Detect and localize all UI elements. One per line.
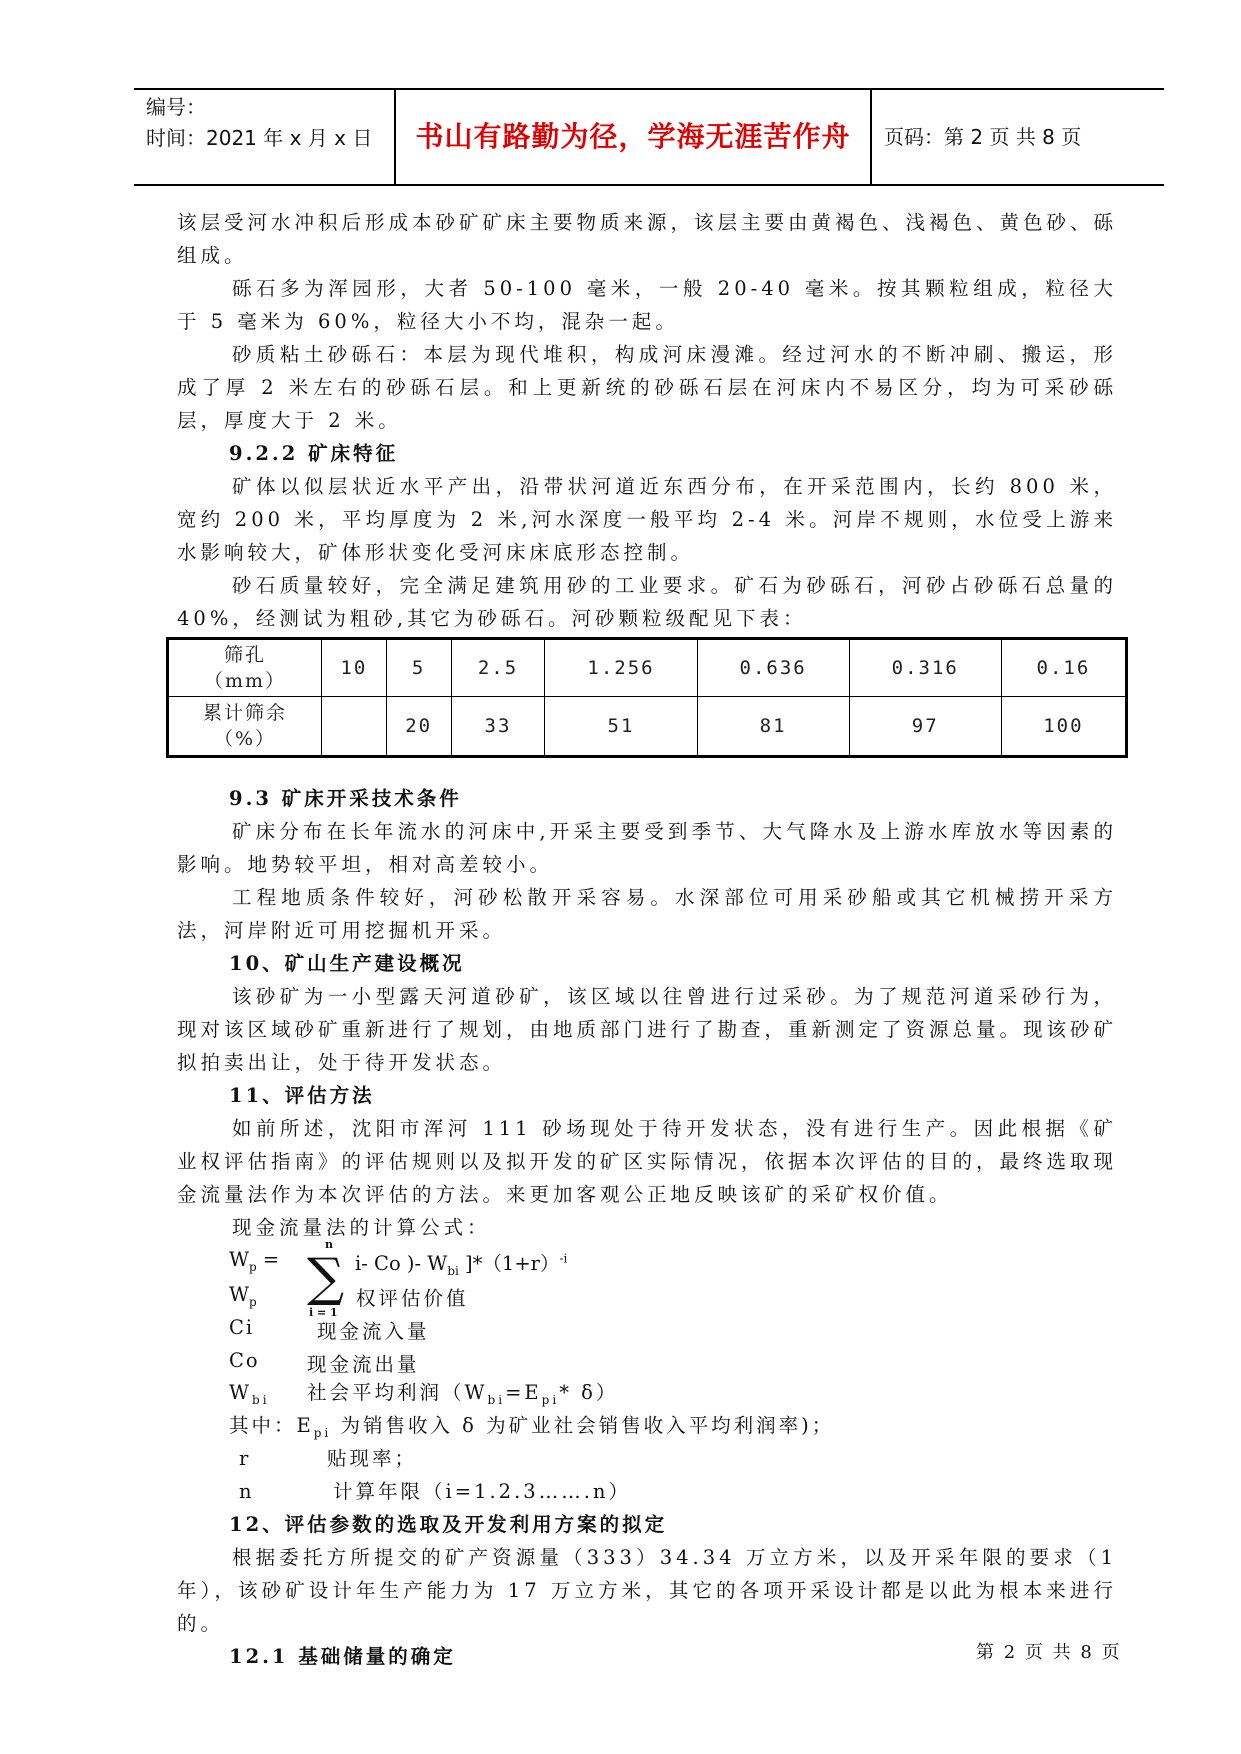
def-r-symbol: r bbox=[239, 1447, 252, 1470]
table-cell: 0.316 bbox=[849, 639, 1001, 697]
row-header-unit: （mm） bbox=[203, 670, 287, 692]
formula-definitions bbox=[177, 1376, 1117, 1508]
def-co-symbol: Co bbox=[229, 1349, 260, 1372]
row-header-text: 累计筛余 bbox=[202, 702, 287, 724]
paragraph: 该砂矿为一小型露天河道砂矿，该区域以往曾进行过采砂。为了规范河道采砂行为，现对该区域砂矿重新进行了规划，由地质部门进行了勘查，重新测定了资源总量。现该砂矿拟拍卖出让，处于待开发状态。 bbox=[177, 985, 1118, 1074]
def-wp-symbol: $W_p$ bbox=[229, 1283, 257, 1309]
table-cell: 20 bbox=[386, 697, 451, 757]
sigma-lower-limit: i = 1 bbox=[309, 1306, 338, 1319]
paragraph: 该层受河水冲积后形成本砂矿矿床主要物质来源，该层主要由黄褐色、浅褐色、黄色砂、砾组成。 bbox=[177, 211, 1118, 267]
def-n-text: 计算年限（i=1.2.3…….n） bbox=[333, 1480, 631, 1503]
def-wp-text: 权评估价值 bbox=[356, 1287, 469, 1310]
sigma-symbol: ∑ bbox=[307, 1248, 345, 1308]
table-cell: 0.636 bbox=[697, 639, 849, 697]
table-cell: 0.16 bbox=[1001, 639, 1126, 697]
table-cell: 1.256 bbox=[545, 639, 697, 697]
sigma-upper-limit: n bbox=[325, 1238, 333, 1251]
table-cell: 100 bbox=[1001, 697, 1126, 757]
def-n-symbol: n bbox=[239, 1480, 255, 1503]
formula-expression: i- Co )- $W_{bi}$ ]$*(1+r)^{-i}$ bbox=[355, 1251, 568, 1278]
table-cell: 33 bbox=[451, 697, 545, 757]
table-cell: 5 bbox=[386, 639, 451, 697]
definition-row bbox=[177, 1442, 1117, 1475]
def-wbi-symbol: $W_{bi}$ bbox=[229, 1381, 270, 1407]
paragraph: 砂石质量较好，完全满足建筑用砂的工业要求。矿石为砂砾石，河砂占砂砾石总量的 40%，经测试为粗砂,其它为砂砾石。河砂颗粒级配见下表： bbox=[177, 574, 1117, 630]
document-number-label: 编号： bbox=[146, 95, 206, 119]
section-heading: 12、评估参数的选取及开发利用方案的拟定 bbox=[229, 1513, 668, 1536]
page-header bbox=[134, 88, 1164, 186]
formula-lhs: $W_p$ = bbox=[229, 1248, 280, 1274]
header-motto-cell bbox=[396, 90, 872, 184]
table-cell: 2.5 bbox=[451, 639, 545, 697]
header-motto: 书山有路勤为径，学海无涯苦作舟 bbox=[415, 120, 851, 153]
definition-row bbox=[177, 1376, 1117, 1409]
document-body bbox=[177, 206, 1117, 1673]
table-cell: 81 bbox=[697, 697, 849, 757]
paragraph: 根据委托方所提交的矿产资源量（333）34.34 万立方米，以及开采年限的要求（1 年），该砂矿设计年生产能力为 17 万立方米，其它的各项开采设计都是以此为根本来进行的。 bbox=[177, 1546, 1117, 1635]
row-header-text: 筛孔 bbox=[223, 644, 266, 666]
section-heading: 11、评估方法 bbox=[229, 1084, 375, 1107]
def-ci-text: 现金流入量 bbox=[317, 1320, 430, 1343]
header-meta bbox=[134, 90, 396, 184]
def-wbi-text: 社会平均利润（$W_{bi}=E_{pi}*$ δ） bbox=[307, 1381, 619, 1407]
paragraph: 矿床分布在长年流水的河床中,开采主要受到季节、大气降水及上游水库放水等因素的影响。地势较平坦，相对高差较小。 bbox=[177, 820, 1117, 876]
paragraph: 如前所述，沈阳市浑河 111 砂场现处于待开发状态，没有进行生产。因此根据《矿业权评估指南》的评估规则以及拟开发的矿区实际情况，依据本次评估的目的，最终选取现金流量法作为本次评估的方法。来更加客观公正地反映该矿的采矿权价值。 bbox=[177, 1117, 1118, 1206]
def-co-text: 现金流出量 bbox=[307, 1353, 420, 1376]
table-row bbox=[168, 639, 1127, 697]
section-heading: 10、矿山生产建设概况 bbox=[229, 952, 465, 975]
header-page-cell bbox=[872, 90, 1164, 184]
def-r-text: 贴现率； bbox=[327, 1447, 418, 1470]
row-header-residue bbox=[168, 697, 322, 757]
paragraph: 现金流量法的计算公式： bbox=[232, 1216, 491, 1239]
paragraph: 砾石多为浑园形，大者 50-100 毫米，一般 20-40 毫米。按其颗粒组成，粒径大于 5 毫米为 60%，粒径大小不均，混杂一起。 bbox=[177, 277, 1117, 333]
def-ci-symbol: Ci bbox=[229, 1316, 255, 1339]
page-footer: 第 2 页 共 8 页 bbox=[976, 1642, 1122, 1663]
row-header-unit: （%） bbox=[213, 728, 277, 750]
document-time-label: 时间：2021 年 x 月 x 日 bbox=[146, 126, 373, 150]
paragraph: 矿体以似层状近水平产出，沿带状河道近东西分布，在开采范围内，长约 800 米，宽约 200 米，平均厚度为 2 米,河水深度一般平均 2-4 米。河岸不规则，水位受上游来水影响较大，矿体形状变化受河床床底形态控制。 bbox=[177, 475, 1117, 564]
def-where-text: 其中：$E_{pi}$ 为销售收入 δ 为矿业社会销售收入平均利润率)； bbox=[229, 1414, 835, 1440]
table-cell bbox=[322, 697, 387, 757]
definition-row bbox=[177, 1475, 1117, 1508]
cash-flow-formula bbox=[177, 1238, 1117, 1376]
section-heading: 9.2.2 矿床特征 bbox=[229, 442, 399, 465]
row-header-sieve bbox=[168, 639, 322, 697]
paragraph: 工程地质条件较好，河砂松散开采容易。水深部位可用采砂船或其它机械捞开采方法，河岸附近可用挖掘机开采。 bbox=[177, 886, 1117, 942]
paragraph: 砂质粘土砂砾石：本层为现代堆积，构成河床漫滩。经过河水的不断冲刷、搬运，形成了厚 2 米左右的砂砾石层。和上更新统的砂砾石层在河床内不易区分，均为可采砂砾层，厚度大于 2 米。 bbox=[177, 343, 1117, 432]
section-heading: 12.1 基础储量的确定 bbox=[229, 1645, 456, 1668]
header-page-number: 页码：第 2 页 共 8 页 bbox=[884, 125, 1082, 149]
definition-row bbox=[177, 1409, 1117, 1442]
table-cell: 97 bbox=[849, 697, 1001, 757]
sieve-grading-table bbox=[166, 637, 1128, 758]
table-cell: 10 bbox=[322, 639, 387, 697]
section-heading: 9.3 矿床开采技术条件 bbox=[229, 787, 462, 810]
table-row bbox=[168, 697, 1127, 757]
table-cell: 51 bbox=[545, 697, 697, 757]
